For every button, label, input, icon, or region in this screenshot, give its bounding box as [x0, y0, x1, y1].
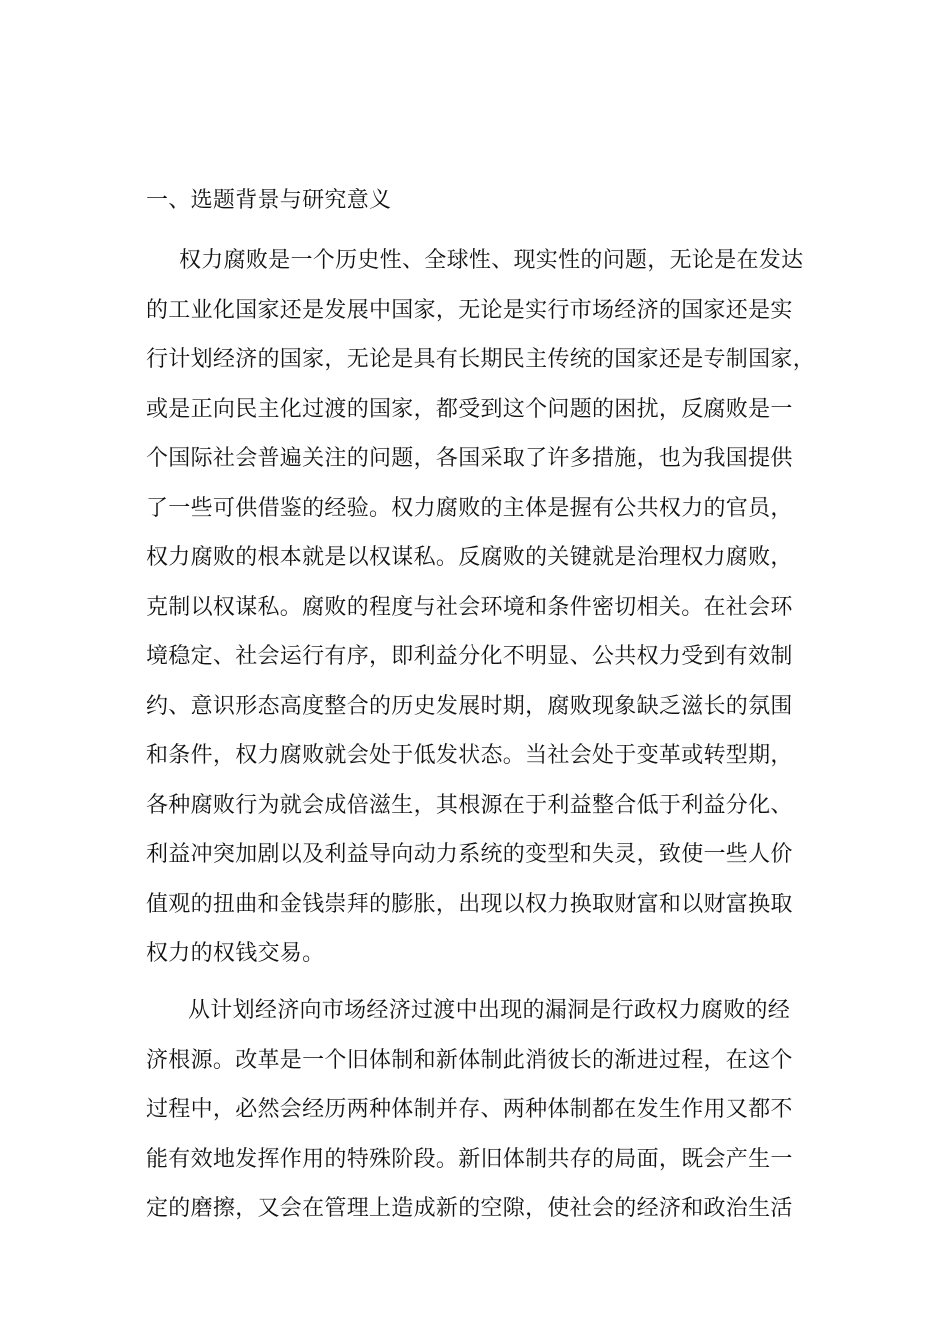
text-line: 了一些可供借鉴的经验。权力腐败的主体是握有公共权力的官员， — [146, 495, 793, 521]
paragraph-2 — [146, 986, 806, 1234]
text-line: 利益冲突加剧以及利益导向动力系统的变型和失灵，致使一些人价 — [146, 842, 793, 867]
text-line: 克制以权谋私。腐败的程度与社会环境和条件密切相关。在社会环 — [146, 594, 793, 620]
text-line: 值观的扭曲和金钱崇拜的膨胀，出现以权力换取财富和以财富换取 — [146, 891, 793, 917]
text-line: 权力腐败是一个历史性、全球性、现实性的问题，无论是在发达 — [179, 248, 804, 273]
text-line: 定的磨擦，又会在管理上造成新的空隙，使社会的经济和政治生活 — [146, 1196, 793, 1221]
text-line: 从计划经济向市场经济过渡中出现的漏洞是行政权力腐败的经 — [188, 998, 791, 1023]
text-line: 权力腐败的根本就是以权谋私。反腐败的关键就是治理权力腐败， — [146, 545, 793, 570]
text-line: 或是正向民主化过渡的国家，都受到这个问题的困扰，反腐败是一 — [146, 396, 793, 422]
text-line: 能有效地发挥作用的特殊阶段。新旧体制共存的局面，既会产生一 — [146, 1146, 793, 1172]
text-line: 各种腐败行为就会成倍滋生，其根源在于利益整合低于利益分化、 — [146, 792, 793, 818]
section-heading: 一、选题背景与研究意义 — [146, 188, 392, 213]
text-line: 个国际社会普遍关注的问题，各国采取了许多措施，也为我国提供 — [146, 446, 793, 471]
text-line: 济根源。改革是一个旧体制和新体制此消彼长的渐进过程，在这个 — [146, 1047, 793, 1073]
paragraph-1 — [146, 236, 816, 979]
text-line: 约、意识形态高度整合的历史发展时期，腐败现象缺乏滋长的氛围 — [146, 693, 793, 719]
text-line: 权力的权钱交易。 — [146, 941, 325, 966]
text-line: 过程中，必然会经历两种体制并存、两种体制都在发生作用又都不 — [146, 1097, 793, 1122]
text-line: 的工业化国家还是发展中国家，无论是实行市场经济的国家还是实 — [146, 297, 793, 323]
text-line: 行计划经济的国家，无论是具有长期民主传统的国家还是专制国家， — [146, 347, 816, 372]
text-line: 境稳定、社会运行有序，即利益分化不明显、公共权力受到有效制 — [146, 644, 793, 669]
text-line: 和条件，权力腐败就会处于低发状态。当社会处于变革或转型期， — [146, 743, 793, 768]
